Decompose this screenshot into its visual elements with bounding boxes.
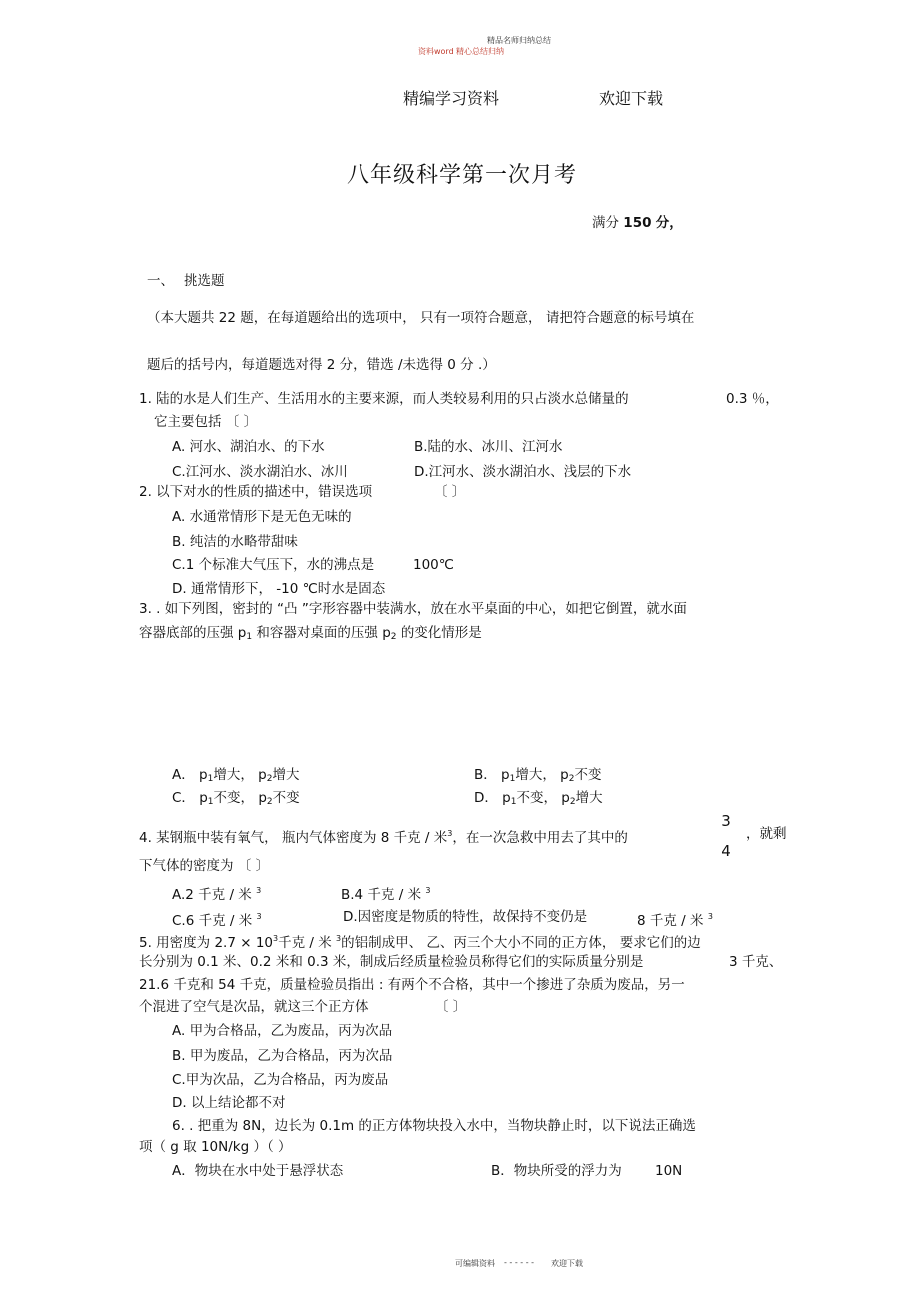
q5-option-d: D. 以上结论都不对 [172,1095,286,1111]
q2-option-c: C.1 个标准大气压下，水的沸点是 [172,557,375,573]
q5-option-b: B. 甲为废品，乙为合格品，丙为次品 [172,1048,393,1064]
q4-option-b: B.4 千克 / 米 $^3$ [341,886,431,903]
watermark-left: 资料word [418,47,454,56]
q4-option-d-value: 8 千克 / 米 $^3$ [637,912,713,929]
q1-option-c: C.江河水、淡水湖泊水、冰川 [172,464,348,480]
q4-fraction-numerator: 3 [721,812,731,830]
q1-option-d: D.江河水、淡水湖泊水、浅层的下水 [414,464,632,480]
section-name: 挑选题 [184,273,225,289]
q2-stem: 2. 以下对水的性质的描述中，错误选项 [139,484,373,500]
q5-option-a: A. 甲为合格品，乙为废品，丙为次品 [172,1023,393,1039]
q5-stem-2: 长分别为 0.1 米、0.2 米和 0.3 米，制成后经质量检验员称得它们的实际质量分别是 [139,954,644,970]
full-score: 满分 150 分， [592,215,683,231]
header-left: 精编学习资料 [403,89,500,108]
watermark-right: 精心总结归纳 [456,47,504,56]
header-right: 欢迎下载 [599,89,664,108]
q3-stem-2: 容器底部的压强 $p_1$ 和容器对桌面的压强 $p_2$ 的变化情形是 [139,625,482,642]
q5-stem-3: 21.6 千克和 54 千克，质量检验员指出 : 有两个不合格，其中一个掺进了杂质为废品，另一 [139,977,685,993]
q5-stem-4: 个混进了空气是次品，就这三个正方体 [139,999,369,1015]
q1-option-a: A. 河水、湖泊水、的下水 [172,439,325,455]
q6-option-b-value: 10N [655,1163,683,1179]
q4-stem-end: ，就剩 [746,826,787,842]
q5-option-c: C.甲为次品，乙为合格品，丙为废品 [172,1072,389,1088]
q5-bracket: 〔 〕 [435,999,467,1015]
q2-option-a: A. 水通常情形下是无色无味的 [172,509,352,525]
q4-option-d: D.因密度是物质的特性，故保持不变仍是 [343,909,588,925]
q4-stem: 4. 某钢瓶中装有氧气， 瓶内气体密度为 8 千克 / 米$^3$，在一次急救中用去了其中的 [139,829,628,846]
q6-stem-1: 6. . 把重为 8N，边长为 0.1m 的正方体物块投入水中，当物块静止时，以下说法正确选 [172,1118,696,1134]
q2-option-c-value: 100℃ [413,557,454,573]
q2-option-d: D. 通常情形下， -10 ℃时水是固态 [172,581,386,597]
footer-left: 可编辑资料 [455,1259,495,1268]
q5-stem-1: 5. 用密度为 $2.7 \times 10^3$千克 / 米 $^3$的铝制成甲、 乙、丙三个大小不同的正方体， 要求它们的边 [139,934,701,951]
q2-bracket: 〔 〕 [434,484,466,500]
q5-stem-2-end: 3 千克、 [729,954,783,970]
q3-option-b: B． $p_1$增大， $p_2$不变 [474,767,602,784]
watermark-top: 精品名师归纳总结 [487,36,551,45]
section-instruction-2: 题后的括号内，每道题选对得 2 分，错选 /未选得 0 分 .） [147,357,496,373]
q3-option-c: C． $p_1$不变， $p_2$不变 [172,790,300,807]
footer-dashes: - - - - - - [504,1258,535,1267]
q4-stem-2: 下气体的密度为 〔 〕 [139,858,270,874]
q4-option-c: C.6 千克 / 米 $^3$ [172,912,262,929]
q2-option-b: B. 纯洁的水略带甜味 [172,534,298,550]
q6-option-a: A．物块在水中处于悬浮状态 [172,1163,344,1179]
section-number: 一、 [147,273,174,289]
q3-option-d: D． $p_1$不变， $p_2$增大 [474,790,603,807]
q3-option-a: A． $p_1$增大， $p_2$增大 [172,767,300,784]
q3-stem: 3. . 如下列图，密封的 “凸 ”字形容器中装满水，放在水平桌面的中心，如把它倒置，就水面 [139,601,687,617]
q1-stem: 1. 陆的水是人们生产、生活用水的主要来源，而人类较易利用的只占淡水总储量的 [139,391,629,407]
q4-fraction-denominator: 4 [721,842,731,860]
section-instruction-1: （本大题共 22 题，在每道题给出的选项中， 只有一项符合题意， 请把符合题意的标号填在 [147,310,695,326]
q1-stem-2: 它主要包括 〔 〕 [154,414,258,430]
q1-option-b: B.陆的水、冰川、江河水 [414,439,563,455]
footer-right: 欢迎下载 [551,1259,583,1268]
page-title: 八年级科学第一次月考 [347,163,578,188]
q1-value: 0.3 ％， [726,391,779,407]
q4-option-a: A.2 千克 / 米 $^3$ [172,886,262,903]
q6-option-b: B．物块所受的浮力为 [491,1163,622,1179]
q6-stem-2: 项（ g 取 10N/kg ）（ ） [139,1139,292,1155]
